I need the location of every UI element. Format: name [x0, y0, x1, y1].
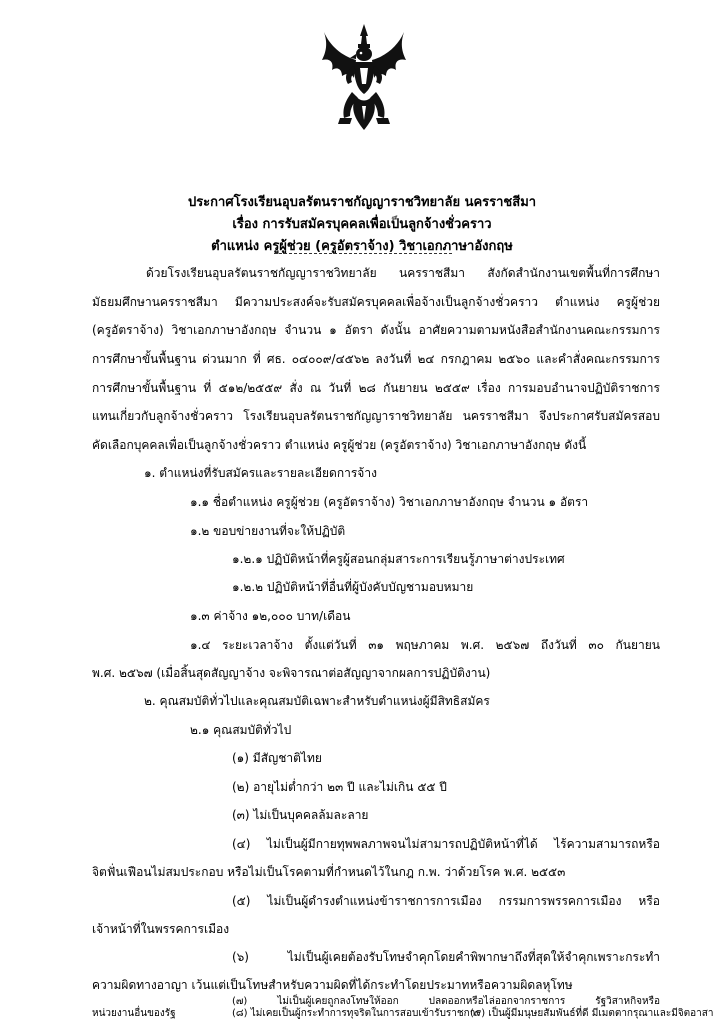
announcement-title: ประกาศโรงเรียนอุบลรัตนราชกัญญาราชวิทยาลัย นครราชสีมา: [187, 195, 537, 210]
list-item: (๕) ไม่เป็นผู้ดำรงตำแหน่งข้าราชการการเมือง กรรมการพรรคการเมือง หรือ: [232, 894, 660, 908]
list-item: ๑.๑ ชื่อตำแหน่ง ครูผู้ช่วย (ครูอัตราจ้าง) วิชาเอกภาษาอังกฤษ จำนวน ๑ อัตรา: [190, 495, 589, 509]
title-separator: [274, 253, 452, 254]
list-item-continuation: ความผิดทางอาญา เว้นแต่เป็นโทษสำหรับความผิดที่ได้กระทำโดยประมาทหรือความผิดลหุโทษ: [92, 978, 573, 992]
sub-heading: ๒.๑ คุณสมบัติทั่วไป: [190, 723, 292, 737]
section-heading: ๒. คุณสมบัติทั่วไปและคุณสมบัติเฉพาะสำหรับตำแหน่งผู้มีสิทธิสมัคร: [144, 694, 490, 708]
list-item-continuation: จิตฟั่นเฟือนไม่สมประกอบ หรือไม่เป็นโรคตามที่กำหนดไว้ในกฎ ก.พ. ว่าด้วยโรค พ.ศ. ๒๕๕๓: [92, 865, 566, 879]
intro-line: ด้วยโรงเรียนอุบลรัตนราชกัญญาราชวิทยาลัย นครราชสีมา สังกัดสำนักงานเขตพื้นที่การศึกษา: [146, 266, 660, 280]
list-item-continuation: พ.ศ. ๒๕๖๗ (เมื่อสิ้นสุดสัญญาจ้าง จะพิจารณาต่อสัญญาจากผลการปฏิบัติงาน): [92, 666, 491, 680]
list-item: (๙) เป็นผู้มีมนุษยสัมพันธ์ที่ดี มีเมตตากรุณาและมีจิตอาสา: [470, 1008, 714, 1019]
list-item: (๔) ไม่เป็นผู้มีกายทุพพลภาพจนไม่สามารถปฏิบัติหน้าที่ได้ ไร้ความสามารถหรือ: [232, 837, 660, 851]
announcement-position: ตำแหน่ง ครูผู้ช่วย (ครูอัตราจ้าง) วิชาเอกภาษาอังกฤษ: [211, 239, 513, 254]
list-item: ๑.๒.๑ ปฏิบัติหน้าที่ครูผู้สอนกลุ่มสาระการเรียนรู้ภาษาต่างประเทศ: [232, 552, 565, 566]
list-item: (๓) ไม่เป็นบุคคลล้มละลาย: [232, 808, 369, 822]
list-item-continuation: เจ้าหน้าที่ในพรรคการเมือง: [92, 922, 230, 936]
intro-line: การศึกษาขั้นพื้นฐาน ที่ ๕๑๒/๒๕๕๙ สั่ง ณ วันที่ ๒๘ กันยายน ๒๕๕๙ เรื่อง การมอบอำนาจปฏิบัติราชการ: [92, 381, 660, 395]
list-item: (๑) มีสัญชาติไทย: [232, 751, 322, 765]
list-item: (๘) ไม่เคยเป็นผู้กระทำการทุจริตในการสอบเข้ารับราชการ: [232, 1008, 481, 1019]
list-item: (๒) อายุไม่ต่ำกว่า ๒๓ ปี และไม่เกิน ๕๕ ปี: [232, 780, 447, 794]
list-item: (๗) ไม่เป็นผู้เคยถูกลงโทษให้ออก ปลดออกหรือไล่ออกจากราชการ รัฐวิสาหกิจหรือ: [232, 996, 660, 1007]
list-item-continuation: หน่วยงานอื่นของรัฐ: [92, 1008, 176, 1019]
intro-line: มัธยมศึกษานครราชสีมา มีความประสงค์จะรับสมัครบุคคลเพื่อจ้างเป็นลูกจ้างชั่วคราว ตำแหน่ง ครูผู้ช่วย: [92, 295, 660, 309]
intro-line: (ครูอัตราจ้าง) วิชาเอกภาษาอังกฤษ จำนวน ๑ อัตรา ดังนั้น อาศัยความตามหนังสือสำนักงานคณะกรรมการ: [92, 323, 660, 337]
section-heading: ๑. ตำแหน่งที่รับสมัครและรายละเอียดการจ้าง: [144, 466, 377, 480]
list-item: ๑.๒ ขอบข่ายงานที่จะให้ปฏิบัติ: [190, 524, 346, 538]
garuda-emblem-icon: [320, 22, 408, 132]
list-item: ๑.๓ ค่าจ้าง ๑๒,๐๐๐ บาท/เดือน: [190, 609, 351, 623]
announcement-subject: เรื่อง การรับสมัครบุคคลเพื่อเป็นลูกจ้างชั่วคราว: [232, 217, 492, 232]
list-item: ๑.๔ ระยะเวลาจ้าง ตั้งแต่วันที่ ๓๑ พฤษภาคม พ.ศ. ๒๕๖๗ ถึงวันที่ ๓๐ กันยายน: [190, 638, 660, 652]
list-item: (๖) ไม่เป็นผู้เคยต้องรับโทษจำคุกโดยคำพิพากษาถึงที่สุดให้จำคุกเพราะกระทำ: [232, 950, 660, 964]
intro-line: คัดเลือกบุคคลเพื่อเป็นลูกจ้างชั่วคราว ตำแหน่ง ครูผู้ช่วย (ครูอัตราจ้าง) วิชาเอกภาษาอังกฤษ ดังนี้: [92, 438, 587, 452]
intro-line: แทนเกี่ยวกับลูกจ้างชั่วคราว โรงเรียนอุบลรัตนราชกัญญาราชวิทยาลัย นครราชสีมา จึงประกาศรับสมัครสอบ: [92, 409, 660, 423]
intro-line: การศึกษาขั้นพื้นฐาน ด่วนมาก ที่ ศธ. ๐๔๐๐๙/๔๕๖๒ ลงวันที่ ๒๔ กรกฎาคม ๒๕๖๐ และคำสั่งคณะกรรมการ: [92, 352, 660, 366]
announcement-title-block: [0, 192, 724, 258]
list-item: ๑.๒.๒ ปฏิบัติหน้าที่อื่นที่ผู้บังคับบัญชามอบหมาย: [232, 580, 474, 594]
